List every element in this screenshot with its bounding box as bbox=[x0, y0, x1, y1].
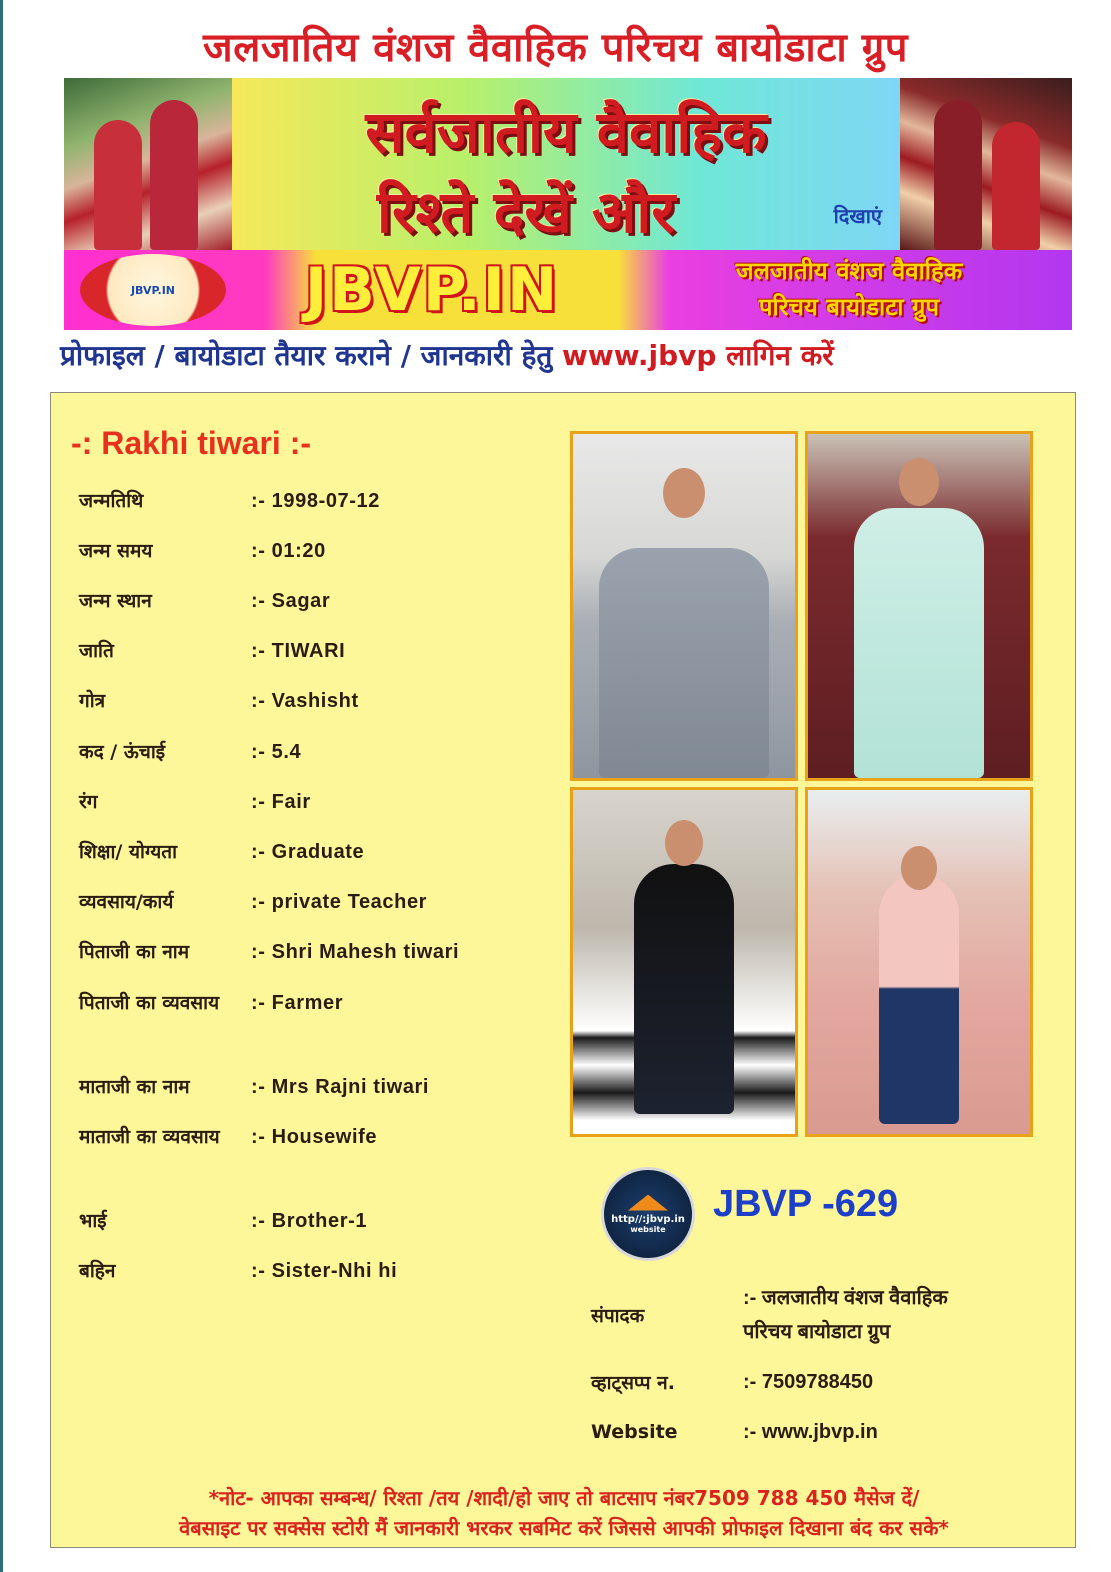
contact-row-editor bbox=[591, 1281, 1051, 1349]
biodata-card bbox=[50, 392, 1076, 1548]
biodata-info-line bbox=[60, 336, 1060, 374]
detail-label: जाति bbox=[79, 640, 114, 662]
contact-label: व्हाट्सप्प न. bbox=[591, 1372, 675, 1394]
contact-label: संपादक bbox=[591, 1305, 645, 1327]
detail-row-mother-occupation bbox=[79, 1121, 549, 1154]
profile-id: JBVP -629 bbox=[713, 1183, 899, 1225]
detail-row-caste bbox=[79, 635, 549, 668]
badge-home-icon bbox=[628, 1195, 668, 1211]
detail-label: माताजी का नाम bbox=[79, 1076, 190, 1098]
detail-value: :- 01:20 bbox=[251, 540, 326, 562]
detail-label: रंग bbox=[79, 791, 98, 813]
photo-figure-saree bbox=[599, 548, 769, 778]
promo-banner bbox=[64, 78, 1072, 330]
detail-label: जन्म स्थान bbox=[79, 590, 152, 612]
detail-value: :- Housewife bbox=[251, 1126, 378, 1148]
left-edge-rule bbox=[0, 0, 3, 1572]
photo-face bbox=[665, 820, 703, 866]
photo-figure-suit bbox=[854, 508, 984, 778]
photo-face bbox=[663, 468, 705, 518]
detail-value: :- Farmer bbox=[251, 992, 344, 1014]
detail-row-occupation bbox=[79, 886, 549, 919]
photo-figure-kurta bbox=[634, 864, 734, 1114]
detail-row-sisters bbox=[79, 1255, 549, 1288]
detail-value: :- Sister-Nhi hi bbox=[251, 1260, 398, 1282]
banner-bride-figure-right bbox=[992, 122, 1040, 250]
website-badge-logo bbox=[601, 1167, 695, 1261]
badge-url-text: http//:jbvp.in bbox=[611, 1213, 685, 1225]
detail-label: शिक्षा/ योग्यता bbox=[79, 841, 177, 863]
profile-photo-3[interactable] bbox=[570, 787, 798, 1137]
banner-groom-figure-right bbox=[934, 100, 982, 250]
detail-label: पिताजी का नाम bbox=[79, 941, 190, 963]
detail-row-birth-time bbox=[79, 535, 549, 568]
profile-photo-1[interactable] bbox=[570, 431, 798, 781]
detail-label: गोत्र bbox=[79, 690, 106, 712]
editor-value-line2: परिचय बायोडाटा ग्रुप bbox=[743, 1321, 891, 1343]
photo-face bbox=[901, 846, 937, 890]
detail-row-height bbox=[79, 736, 549, 769]
banner-couple-photo-right bbox=[900, 78, 1072, 250]
detail-label: जन्म समय bbox=[79, 540, 153, 562]
detail-row-father-name bbox=[79, 936, 549, 969]
brand-wordmark: JBVP.IN bbox=[304, 255, 560, 325]
info-line-website[interactable]: www.jbvp लागिन करें bbox=[562, 339, 834, 372]
detail-row-education bbox=[79, 836, 549, 869]
group-seal-logo bbox=[80, 254, 226, 326]
profile-name-title: -: Rakhi tiwari :- bbox=[71, 425, 312, 461]
footer-note-line2: वेबसाइट पर सक्सेस स्टोरी मैं जानकारी भरकर सबमिट करें जिससे आपकी प्रोफाइल दिखाना बंद कर सके* bbox=[179, 1516, 949, 1540]
detail-row-birth-place bbox=[79, 585, 549, 618]
group-title: जलजातिय वंशज वैवाहिक परिचय बायोडाटा ग्रुप bbox=[203, 25, 908, 71]
detail-value: :- Mrs Rajni tiwari bbox=[251, 1076, 430, 1098]
contact-value bbox=[743, 1281, 948, 1349]
detail-row-father-occupation bbox=[79, 987, 549, 1020]
detail-row-birth-date bbox=[79, 485, 549, 518]
footer-note bbox=[51, 1483, 1077, 1543]
photo-face bbox=[899, 458, 939, 506]
banner-headline-panel bbox=[232, 78, 900, 250]
badge-caption: website bbox=[630, 1224, 666, 1234]
detail-label: बहिन bbox=[79, 1260, 116, 1282]
whatsapp-number[interactable]: :- 7509788450 bbox=[743, 1371, 874, 1393]
photo-figure-jeans bbox=[879, 874, 959, 1124]
detail-value: :- TIWARI bbox=[251, 640, 346, 662]
detail-row-brothers bbox=[79, 1205, 549, 1238]
strip-caption-line2: परिचय बायोडाटा ग्रुप bbox=[758, 293, 940, 321]
group-seal-logo-text: JBVP.IN bbox=[130, 283, 176, 297]
detail-value: :- Shri Mahesh tiwari bbox=[251, 941, 460, 963]
banner-headline-small: दिखाएं bbox=[833, 204, 882, 228]
info-line-text: प्रोफाइल / बायोडाटा तैयार कराने / जानकारी हेतु bbox=[60, 339, 563, 372]
detail-value: :- Fair bbox=[251, 791, 311, 813]
detail-value: :- Graduate bbox=[251, 841, 365, 863]
detail-value: :- Sagar bbox=[251, 590, 331, 612]
detail-value: :- private Teacher bbox=[251, 891, 428, 913]
banner-headline-line2: रिश्ते देखें और bbox=[376, 178, 676, 246]
banner-groom-figure bbox=[150, 100, 198, 250]
profile-photo-4[interactable] bbox=[805, 787, 1033, 1137]
banner-bride-figure bbox=[94, 120, 142, 250]
strip-caption-line1: जलजातीय वंशज वैवाहिक bbox=[735, 257, 963, 285]
banner-brand-strip bbox=[64, 250, 1072, 330]
footer-note-line1: *नोट- आपका सम्बन्ध/ रिश्ता /तय /शादी/हो जाए तो बाटसाप नंबर7509 788 450 मैसेज दें/ bbox=[208, 1486, 920, 1510]
detail-value: :- Brother-1 bbox=[251, 1210, 368, 1232]
banner-headline-line1: सर्वजातीय वैवाहिक bbox=[365, 98, 767, 166]
detail-row-gotra bbox=[79, 685, 549, 718]
contact-row-whatsapp bbox=[591, 1365, 1051, 1399]
detail-value: :- 1998-07-12 bbox=[251, 490, 380, 512]
detail-label: माताजी का व्यवसाय bbox=[79, 1126, 220, 1148]
detail-row-complexion bbox=[79, 786, 549, 819]
detail-row-mother-name bbox=[79, 1071, 549, 1104]
detail-label: भाई bbox=[79, 1210, 107, 1232]
detail-label: जन्मतिथि bbox=[79, 490, 144, 512]
detail-label: पिताजी का व्यवसाय bbox=[79, 992, 220, 1014]
website-link[interactable]: :- www.jbvp.in bbox=[743, 1421, 878, 1443]
editor-value-line1: :- जलजातीय वंशज वैवाहिक bbox=[743, 1287, 948, 1309]
detail-value: :- 5.4 bbox=[251, 741, 302, 763]
detail-label: कद / ऊंचाई bbox=[79, 741, 166, 763]
detail-value: :- Vashisht bbox=[251, 690, 359, 712]
contact-label: Website bbox=[591, 1421, 678, 1443]
profile-photo-2[interactable] bbox=[805, 431, 1033, 781]
contact-row-website bbox=[591, 1415, 1051, 1449]
detail-label: व्यवसाय/कार्य bbox=[79, 891, 174, 913]
